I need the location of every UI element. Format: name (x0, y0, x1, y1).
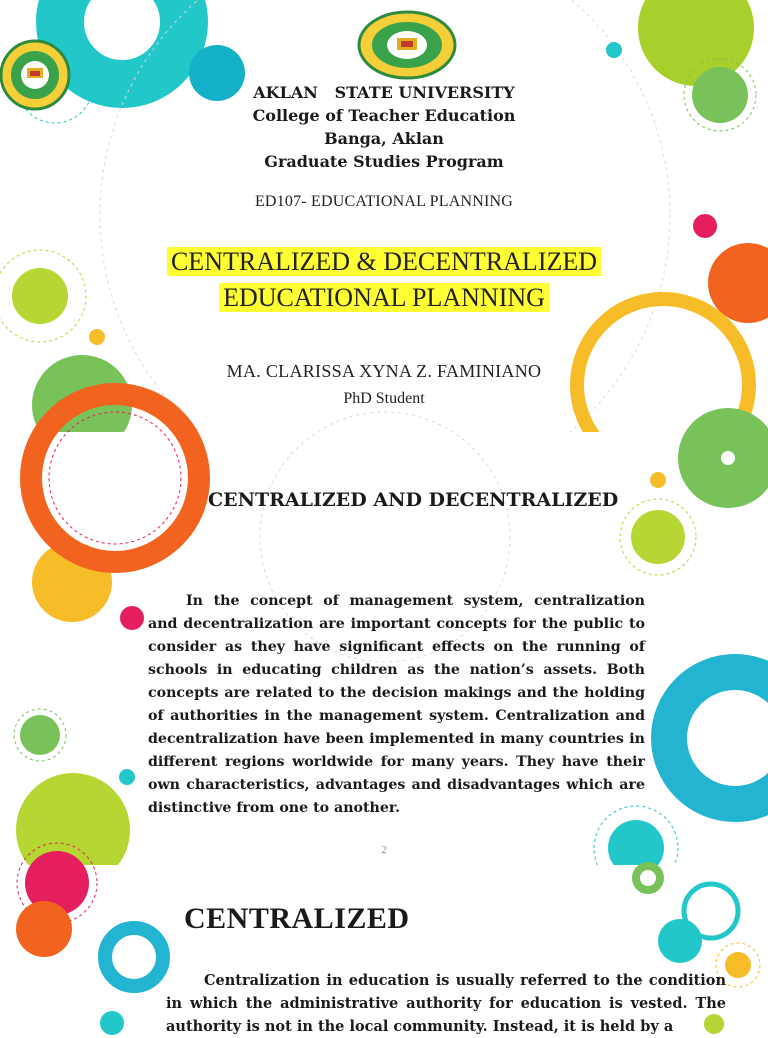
university-header (0, 81, 768, 173)
campus-location: Banga, Aklan (324, 129, 444, 148)
university-name: AKLAN STATE UNIVERSITY (253, 83, 515, 102)
college-name: College of Teacher Education (252, 106, 516, 125)
section-paragraph: Centralization in education is usually referred to the condition in which the administrative authority for education is vested. The authority is not in the local community. Instead, it is held by a (166, 972, 726, 1035)
program-name: Graduate Studies Program (264, 152, 504, 171)
yellow-dot-decoration (725, 952, 751, 978)
teal-dot-decoration (100, 1011, 124, 1035)
slide-centralized-and-decentralized (0, 432, 768, 865)
presentation-title (0, 244, 768, 316)
teal-dot-decoration (658, 919, 702, 963)
yellow-dot-decoration (89, 329, 105, 345)
slide-title (0, 0, 768, 432)
title-line-1: CENTRALIZED & DECENTRALIZED (167, 247, 601, 276)
author-name: MA. CLARISSA XYNA Z. FAMINIANO (226, 361, 542, 381)
green-dot-decoration (20, 715, 60, 755)
section-heading: CENTRALIZED AND DECENTRALIZED (208, 489, 619, 511)
yellow-dot-decoration (650, 472, 666, 488)
slide-centralized (0, 865, 768, 1035)
lime-dot-decoration (631, 510, 685, 564)
pink-dot-decoration (120, 606, 144, 630)
section-paragraph: In the concept of management system, centralization and decentralization are important concepts for the public to consider as they have significant effects on the running of schools in educating children as the nation’s assets. Both concepts are related to the decision makings and the holding of authorities in the management system. Centralization and decentralization have been implemented in many countries in different regions worldwide for many years. They have their own characteristics, advantages and disadvantages which are distinctive from one to another. (148, 593, 645, 816)
blue-ring-decoration (669, 672, 768, 804)
green-ring-decoration (636, 866, 660, 890)
teal-dot-decoration (606, 42, 622, 58)
blue-ring-decoration (105, 928, 163, 986)
page-number: 2 (381, 844, 387, 856)
teal-ring-decoration (60, 0, 184, 84)
course-code: ED107- EDUCATIONAL PLANNING (254, 193, 514, 210)
author-role: PhD Student (343, 390, 425, 407)
section-heading: CENTRALIZED (184, 902, 410, 935)
orange-dot-decoration (16, 901, 72, 957)
dashed-ring-decoration (49, 412, 181, 544)
title-line-2: EDUCATIONAL PLANNING (219, 283, 549, 312)
university-seal-center (359, 12, 455, 78)
white-dot-decoration (721, 451, 735, 465)
teal-dot-decoration (119, 769, 135, 785)
pink-dot-decoration (693, 214, 717, 238)
